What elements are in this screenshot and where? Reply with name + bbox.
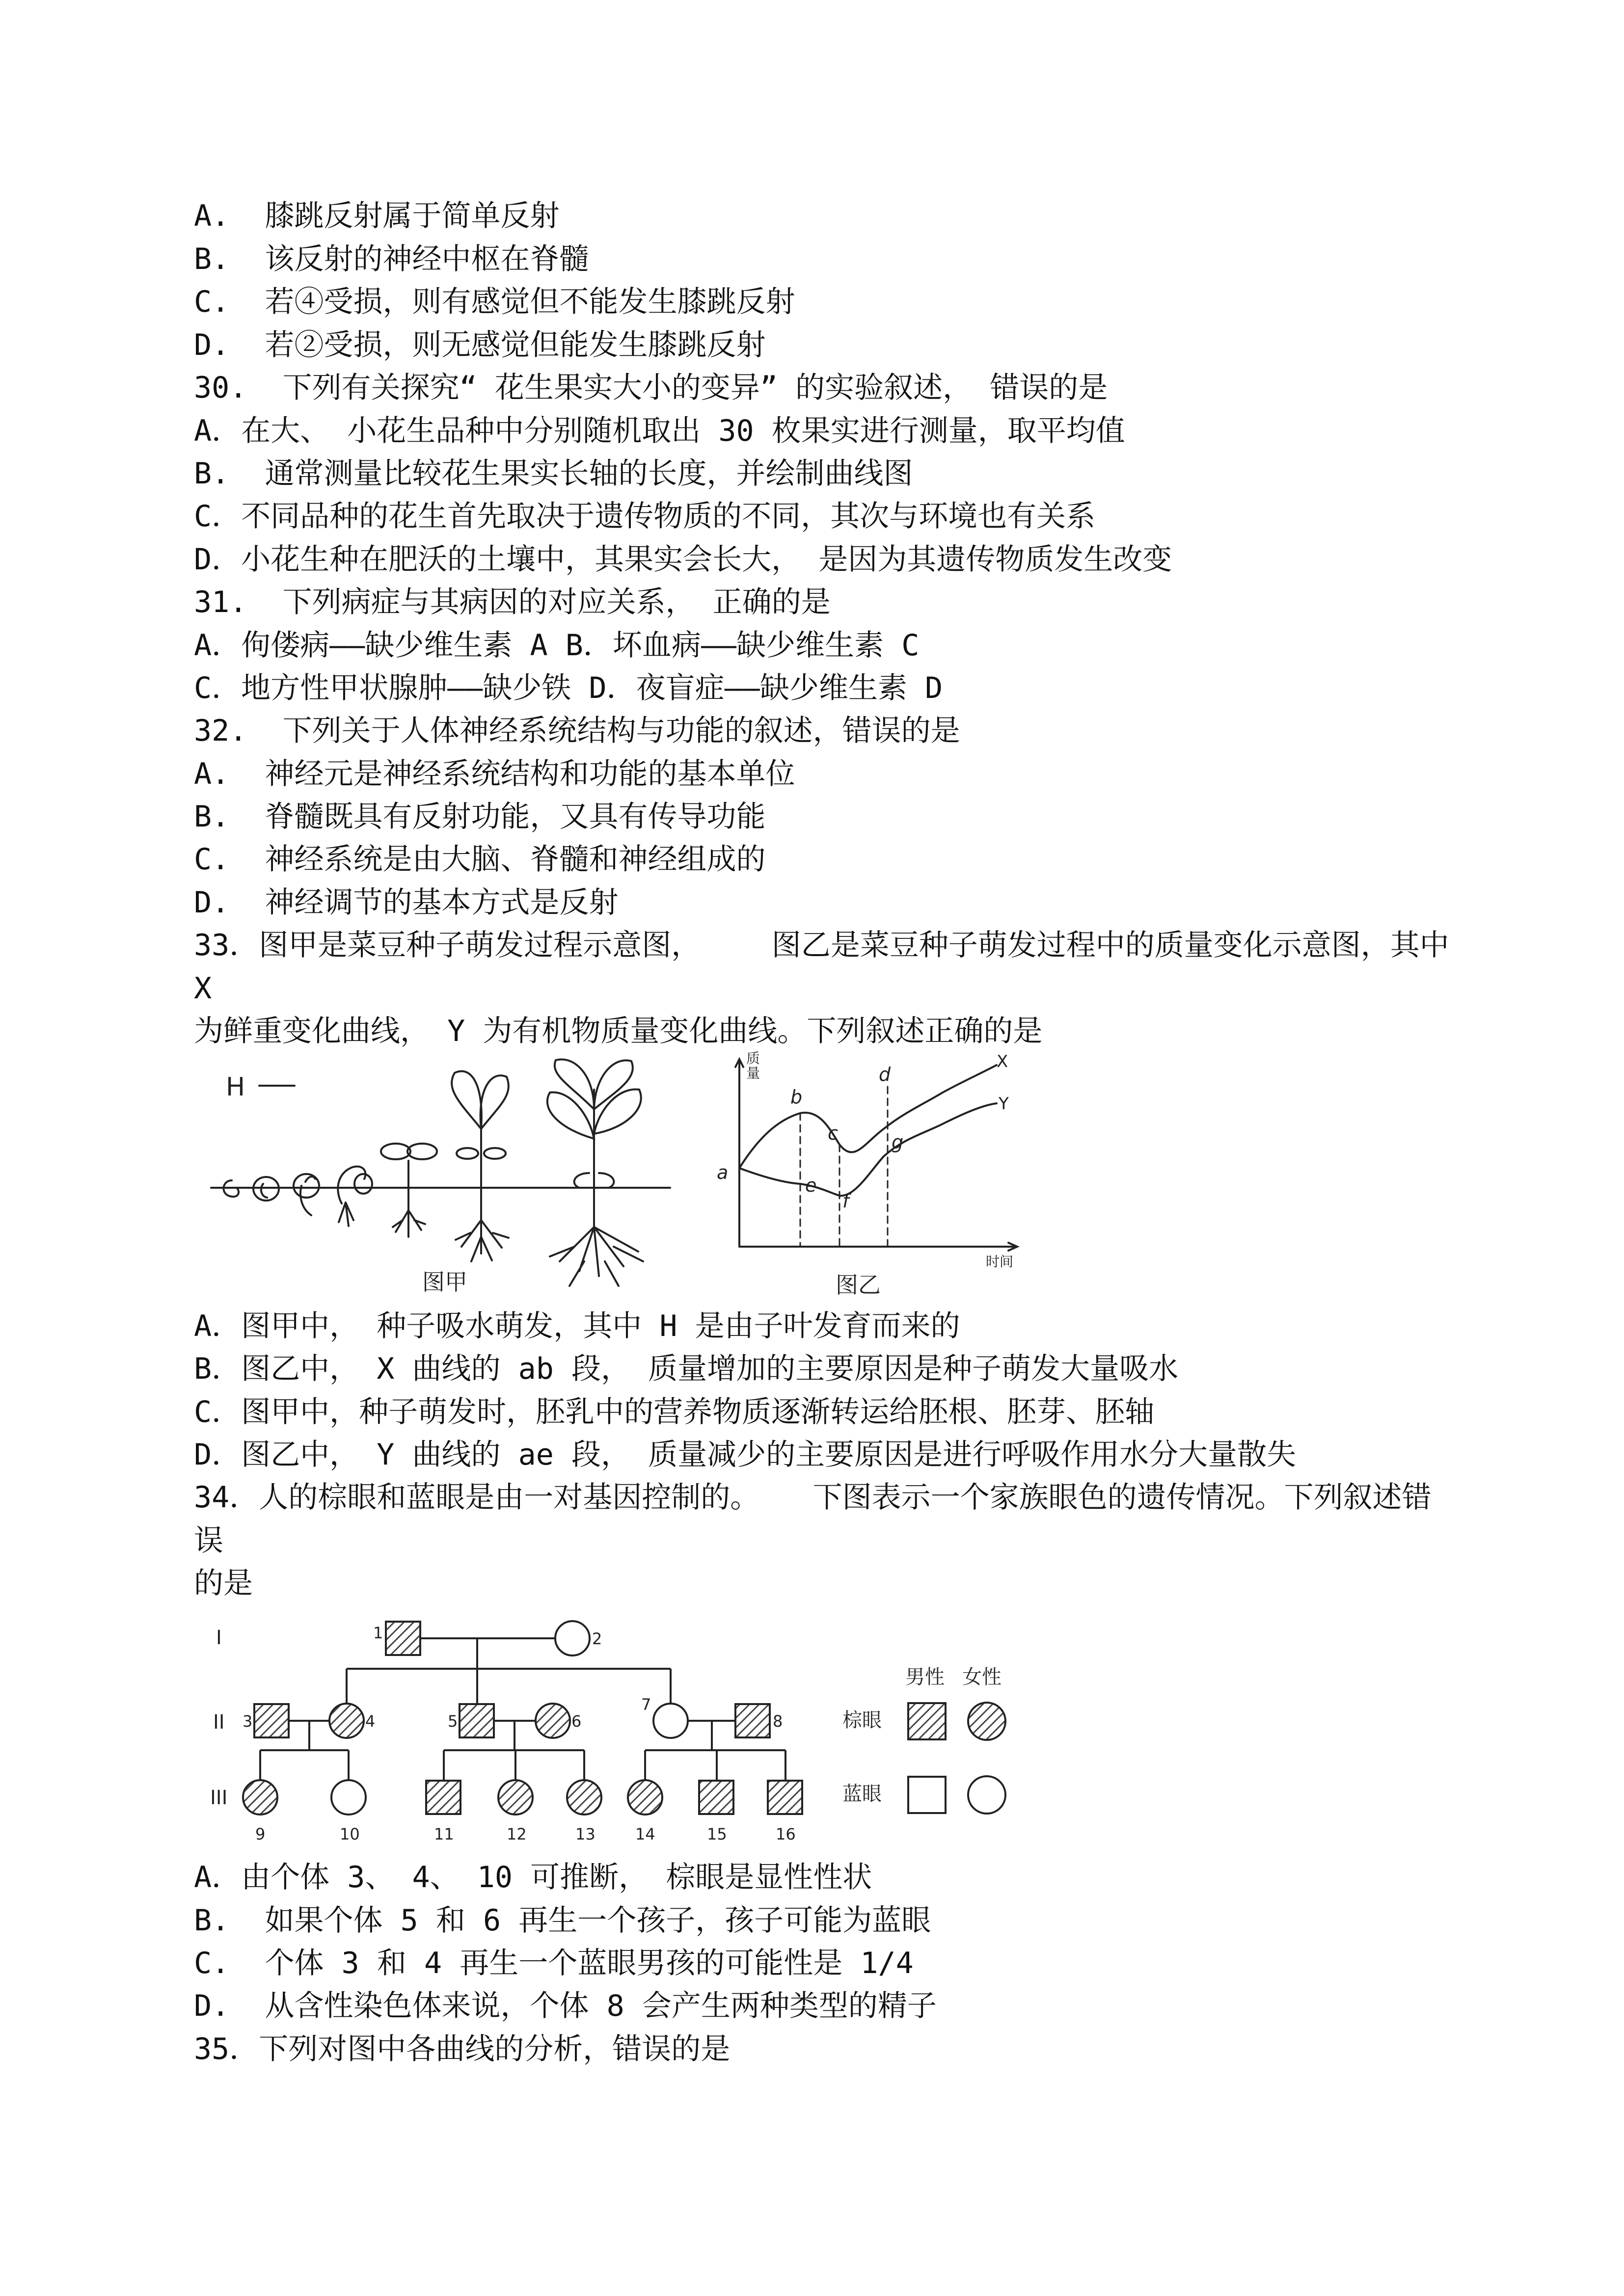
q31-option-ab: A．佝偻病——缺少维生素 A B．坏血病——缺少维生素 C [194,628,920,663]
curve-y [739,1103,997,1196]
seed-stage-6 [452,1071,509,1261]
legend-male: 男性 [905,1666,945,1688]
q33-option-a: A．图甲中， 种子吸水萌发，其中 H 是由子叶发育而来的 [194,1309,960,1343]
q29-option-b: B. 该反射的神经中枢在脊髓 [194,242,589,276]
id-3: 3 [243,1712,253,1731]
id-9: 9 [255,1825,266,1843]
legend-brown-male [908,1703,946,1739]
legend-blue-female [968,1776,1005,1814]
id-15: 15 [707,1825,727,1843]
individual-10 [331,1780,366,1815]
q33-stem-line1: 33．图甲是菜豆种子萌发过程示意图， 图乙是菜豆种子萌发过程中的质量变化示意图，其中 [194,928,1449,962]
q32-option-b: B. 脊髓既具有反射功能，又具有传导功能 [194,800,766,834]
individual-3 [254,1704,289,1737]
q30-option-d: D．小花生种在肥沃的土壤中，其果实会长大， 是因为其遗传物质发生改变 [194,542,1172,577]
seed-stage-3 [294,1174,319,1215]
individual-16 [768,1781,802,1814]
q34-stem-line1: 34．人的棕眼和蓝眼是由一对基因控制的。 下图表示一个家族眼色的遗传情况。下列叙述错 [194,1480,1432,1515]
id-11: 11 [434,1825,454,1843]
individual-7 [653,1704,688,1738]
gen-label-2: II [213,1711,225,1734]
individual-15 [699,1781,733,1814]
id-5: 5 [448,1712,458,1731]
q34-option-a: A．由个体 3、 4、 10 可推断， 棕眼是显性性状 [194,1860,872,1895]
q34-option-c: C. 个体 3 和 4 再生一个蓝眼男孩的可能性是 1/4 [194,1946,914,1980]
point-d: d [879,1064,891,1085]
id-14: 14 [635,1825,655,1843]
q34-option-b: B. 如果个体 5 和 6 再生一个孩子，孩子可能为蓝眼 [194,1903,931,1938]
point-c: c [828,1122,838,1144]
id-10: 10 [340,1825,360,1843]
caption-jia: 图甲 [422,1269,467,1295]
q33-option-b: B．图乙中， X 曲线的 ab 段， 质量增加的主要原因是种子萌发大量吸水 [194,1352,1179,1386]
q34-stem-line2: 误 [194,1523,223,1558]
individual-13 [567,1780,601,1815]
individual-5 [460,1704,494,1737]
legend-brown-female [968,1703,1005,1740]
q32-option-d: D. 神经调节的基本方式是反射 [194,885,619,920]
q31-option-cd: C．地方性甲状腺肿——缺少铁 D．夜盲症——缺少维生素 D [194,671,943,705]
id-4: 4 [365,1712,376,1731]
q35-stem: 35．下列对图中各曲线的分析，错误的是 [194,2032,731,2066]
point-f: f [842,1190,849,1212]
q33-stem-line3: 为鲜重变化曲线， Y 为有机物质量变化曲线。下列叙述正确的是 [194,1014,1043,1048]
q29-option-c: C. 若④受损，则有感觉但不能发生膝跳反射 [194,285,795,319]
q29-option-a: A. 膝跳反射属于简单反射 [194,199,560,233]
individual-14 [628,1780,662,1815]
series-y-label: Y [999,1094,1009,1114]
q34-option-d: D. 从含性染色体来说，个体 8 会产生两种类型的精子 [194,1989,937,2023]
q30-option-b: B. 通常测量比较花生果实长轴的长度，并绘制曲线图 [194,456,913,491]
figure-jia [206,1055,677,1296]
id-16: 16 [776,1825,796,1843]
q33-stem-line2: X [194,971,212,1006]
q30-option-a: A．在大、 小花生品种中分别随机取出 30 枚果实进行测量，取平均值 [194,414,1125,448]
point-e: e [805,1175,817,1196]
id-6: 6 [571,1712,582,1731]
id-7: 7 [641,1695,651,1714]
legend-blue-male [908,1777,946,1813]
legend-brown: 棕眼 [842,1709,882,1732]
individual-2 [555,1621,590,1655]
ylabel-top: 质 [746,1050,760,1067]
point-b: b [790,1086,803,1108]
q32-stem: 32. 下列关于人体神经系统结构与功能的叙述，错误的是 [194,714,960,748]
individual-6 [536,1704,570,1738]
individual-8 [735,1704,770,1737]
legend-female: 女性 [962,1666,1001,1688]
q29-option-d: D. 若②受损，则无感觉但能发生膝跳反射 [194,328,766,362]
label-h: H [226,1072,245,1102]
seed-stage-7 [547,1059,643,1286]
individual-11 [426,1781,460,1814]
q30-stem: 30. 下列有关探究“ 花生果实大小的变异” 的实验叙述， 错误的是 [194,371,1108,405]
point-a: a [717,1162,729,1183]
q32-option-a: A. 神经元是神经系统结构和功能的基本单位 [194,757,795,791]
point-g: g [892,1131,904,1153]
gen-label-3: III [210,1787,228,1809]
q33-option-c: C．图甲中，种子萌发时，胚乳中的营养物质逐渐转运给胚根、胚芽、胚轴 [194,1395,1155,1429]
q34-stem-line3: 的是 [194,1566,253,1601]
gen-label-1: I [216,1627,222,1649]
id-12: 12 [507,1825,527,1843]
ylabel-bottom: 量 [746,1065,760,1081]
legend-blue: 蓝眼 [842,1783,882,1805]
id-1: 1 [373,1624,383,1642]
q30-option-c: C．不同品种的花生首先取决于遗传物质的不同，其次与环境也有关系 [194,499,1096,534]
id-13: 13 [575,1825,595,1843]
figure-yi [707,1050,1031,1301]
individual-4 [329,1704,364,1738]
pedigree-chart [206,1615,1041,1850]
id-8: 8 [773,1712,783,1731]
q31-stem: 31. 下列病症与其病因的对应关系， 正确的是 [194,585,831,619]
series-x-label: X [997,1052,1008,1071]
individual-12 [498,1780,533,1815]
q33-option-d: D．图乙中， Y 曲线的 ae 段， 质量减少的主要原因是进行呼吸作用水分大量散失 [194,1438,1297,1472]
individual-9 [243,1780,277,1815]
seed-stage-5 [381,1144,437,1237]
xlabel: 时间 [986,1254,1014,1270]
id-2: 2 [592,1629,602,1648]
q32-option-c: C. 神经系统是由大脑、脊髓和神经组成的 [194,842,766,877]
seed-stage-4 [338,1167,372,1226]
caption-yi: 图乙 [836,1272,881,1298]
individual-1 [386,1622,420,1655]
